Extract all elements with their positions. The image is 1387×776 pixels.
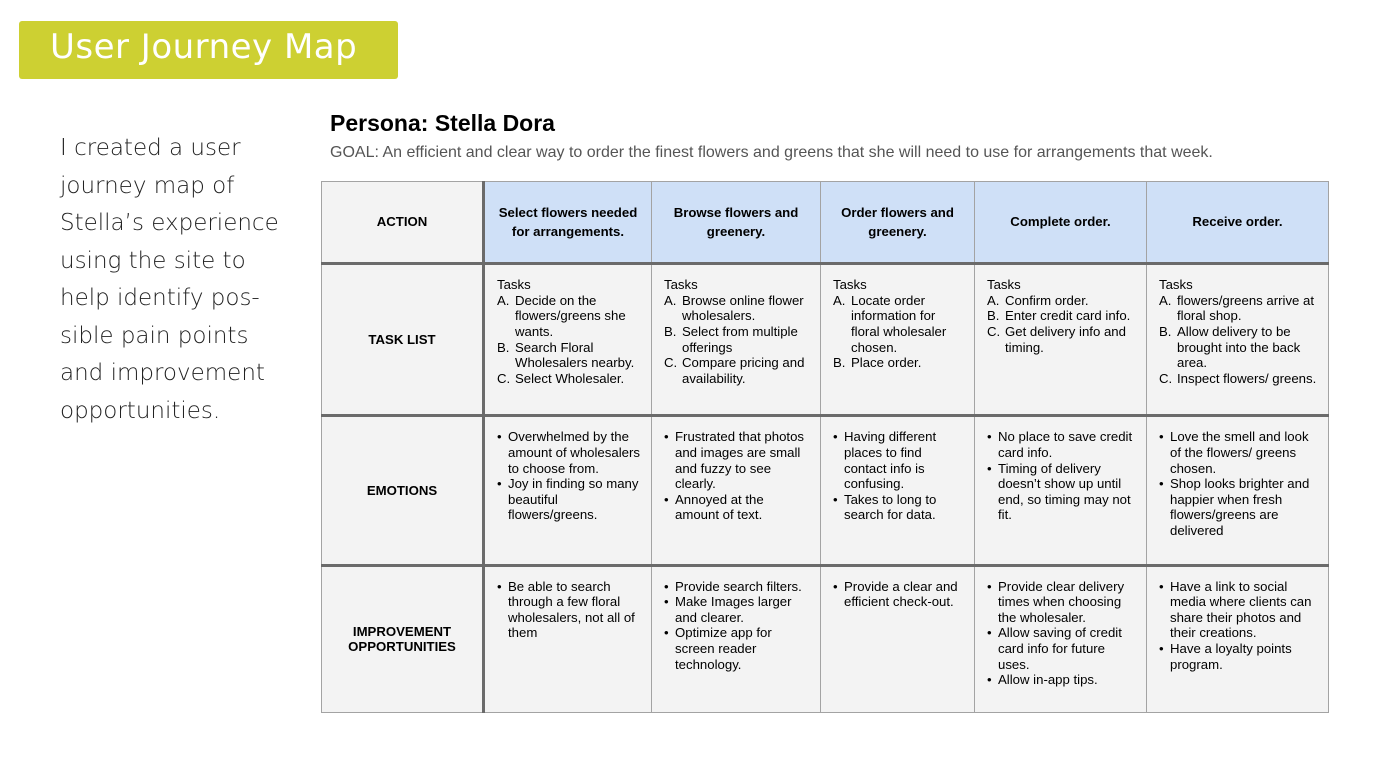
improvement-opportunities-row bbox=[322, 565, 1329, 712]
bullet-list bbox=[833, 579, 964, 610]
emotion-cell-content bbox=[975, 417, 1146, 529]
intro-line: journey map of bbox=[60, 172, 235, 199]
task-item bbox=[664, 324, 810, 355]
intro-line: Stella’s experience bbox=[60, 210, 279, 236]
bullet-item bbox=[497, 429, 641, 476]
task-item-text: Compare pricing and availability. bbox=[682, 355, 805, 386]
bullet-list bbox=[497, 579, 641, 641]
emotion-cell bbox=[652, 416, 821, 565]
column-header-label: Browse flowers and greenery. bbox=[673, 204, 799, 240]
title-banner bbox=[19, 21, 398, 79]
task-heading: Tasks bbox=[664, 277, 698, 293]
bullet-icon: • bbox=[664, 578, 669, 594]
opportunity-cell-content bbox=[1147, 567, 1328, 679]
emotion-cell bbox=[975, 416, 1147, 565]
task-item-text: Allow delivery to be brought into the back area. bbox=[1177, 323, 1301, 371]
bullet-text: Provide a clear and efficient check-out. bbox=[844, 578, 958, 610]
column-header bbox=[652, 182, 821, 264]
task-cell-content bbox=[1147, 265, 1328, 392]
bullet-item bbox=[987, 579, 1136, 626]
task-item-text: Inspect flowers/ greens. bbox=[1177, 370, 1317, 386]
bullet-icon: • bbox=[497, 578, 502, 594]
emotion-cell-content bbox=[821, 417, 974, 529]
bullet-item bbox=[664, 579, 810, 595]
opportunity-cell-content bbox=[821, 567, 974, 616]
task-list bbox=[833, 293, 964, 371]
bullet-list bbox=[1159, 429, 1318, 538]
bullet-item bbox=[833, 429, 964, 491]
emotion-cell bbox=[484, 416, 652, 565]
bullet-item bbox=[833, 492, 964, 523]
persona-title: Persona: Stella Dora bbox=[330, 110, 555, 136]
bullet-icon: • bbox=[664, 625, 669, 641]
bullet-text: Make Images larger and clearer. bbox=[675, 594, 792, 625]
task-cell-content bbox=[652, 265, 820, 392]
bullet-item bbox=[664, 625, 810, 672]
bullet-text: Optimize app for screen reader technology. bbox=[675, 625, 772, 672]
task-item bbox=[497, 293, 641, 340]
task-item-marker: C. bbox=[664, 355, 678, 371]
bullet-list bbox=[497, 429, 641, 523]
task-cell bbox=[821, 264, 975, 416]
task-item-text: Search Floral Wholesalers nearby. bbox=[515, 339, 635, 371]
task-cell bbox=[1147, 264, 1329, 416]
page-title: User Journey Map bbox=[50, 27, 358, 67]
task-item-text: Browse online flower wholesalers. bbox=[682, 292, 804, 324]
bullet-icon: • bbox=[497, 476, 502, 492]
bullet-icon: • bbox=[1159, 476, 1164, 492]
bullet-item bbox=[1159, 429, 1318, 476]
task-item-marker: A. bbox=[497, 292, 510, 308]
task-item bbox=[833, 355, 964, 371]
bullet-icon: • bbox=[987, 429, 992, 445]
task-item-marker: B. bbox=[664, 323, 677, 339]
bullet-item bbox=[664, 594, 810, 625]
task-item-marker: A. bbox=[664, 292, 677, 308]
bullet-text: Overwhelmed by the amount of wholesalers to choose from. bbox=[508, 429, 640, 476]
task-item-text: Get delivery info and timing. bbox=[1005, 323, 1126, 355]
bullet-list bbox=[987, 579, 1136, 688]
header-row bbox=[322, 182, 1329, 264]
task-item-text: Locate order information for floral wholesaler chosen. bbox=[851, 292, 947, 355]
task-item-text: Enter credit card info. bbox=[1005, 308, 1131, 324]
row-label-line: IMPROVEMENT bbox=[352, 623, 452, 639]
task-cell-content bbox=[821, 265, 974, 377]
bullet-icon: • bbox=[497, 429, 502, 445]
emotion-cell-content bbox=[485, 417, 651, 529]
task-item bbox=[987, 308, 1136, 324]
intro-line: using the site to bbox=[60, 247, 246, 274]
task-list-row bbox=[322, 264, 1329, 416]
column-header-label: Select flowers needed for arrangements. bbox=[498, 204, 638, 240]
bullet-icon: • bbox=[664, 491, 669, 507]
row-label-emotions: EMOTIONS bbox=[322, 416, 484, 565]
bullet-text: Have a loyalty points program. bbox=[1170, 641, 1292, 672]
task-item-marker: A. bbox=[1159, 292, 1172, 308]
row-label-action: ACTION bbox=[322, 182, 484, 264]
column-header bbox=[484, 182, 652, 264]
bullet-icon: • bbox=[987, 460, 992, 476]
task-item-text: flowers/greens arrive at floral shop. bbox=[1177, 292, 1315, 324]
opportunity-cell bbox=[821, 565, 975, 712]
opportunity-cell bbox=[484, 565, 652, 712]
column-header-label: Order flowers and greenery. bbox=[841, 204, 954, 240]
bullet-text: Having different places to find contact info is confusing. bbox=[844, 429, 937, 492]
bullet-icon: • bbox=[833, 578, 838, 594]
task-heading: Tasks bbox=[1159, 277, 1193, 293]
bullet-icon: • bbox=[833, 491, 838, 507]
bullet-icon: • bbox=[987, 625, 992, 641]
task-heading: Tasks bbox=[497, 277, 531, 293]
task-cell bbox=[484, 264, 652, 416]
bullet-item bbox=[1159, 476, 1318, 538]
task-item bbox=[497, 371, 641, 387]
task-heading: Tasks bbox=[987, 277, 1021, 293]
task-item bbox=[664, 355, 810, 386]
column-header bbox=[975, 182, 1147, 264]
intro-line: help identify pos- bbox=[60, 285, 260, 311]
bullet-icon: • bbox=[1159, 429, 1164, 445]
row-label-improvement-opportunities bbox=[322, 565, 484, 712]
task-item-marker: A. bbox=[833, 292, 846, 308]
opportunity-cell bbox=[1147, 565, 1329, 712]
task-item-marker: B. bbox=[1159, 323, 1172, 339]
task-cell bbox=[975, 264, 1147, 416]
bullet-text: Timing of delivery doesn’t show up until end, so timing may not fit. bbox=[998, 460, 1131, 523]
bullet-text: Annoyed at the amount of text. bbox=[675, 491, 764, 523]
column-header bbox=[1147, 182, 1329, 264]
task-item-marker: C. bbox=[497, 370, 511, 386]
bullet-icon: • bbox=[664, 594, 669, 610]
task-cell-content bbox=[485, 265, 651, 392]
bullet-text: Frustrated that photos and images are small and fuzzy to see clearly. bbox=[675, 429, 805, 492]
task-item bbox=[833, 293, 964, 355]
bullet-item bbox=[987, 461, 1136, 523]
bullet-text: Allow saving of credit card info for future uses. bbox=[998, 625, 1122, 672]
task-item-marker: C. bbox=[987, 323, 1001, 339]
bullet-text: Provide clear delivery times when choosing the wholesaler. bbox=[998, 578, 1125, 625]
task-item-text: Decide on the flowers/greens she wants. bbox=[515, 292, 626, 339]
bullet-text: Allow in-app tips. bbox=[998, 672, 1098, 688]
emotion-cell bbox=[1147, 416, 1329, 565]
task-cell bbox=[652, 264, 821, 416]
persona-goal: GOAL: An efficient and clear way to order the finest flowers and greens that she will need to use for arrangements that week. bbox=[330, 144, 1213, 161]
intro-line: sible pain points bbox=[60, 322, 249, 349]
bullet-text: Be able to search through a few floral wholesalers, not all of them bbox=[508, 578, 635, 641]
bullet-text: Joy in finding so many beautiful flowers/greens. bbox=[508, 476, 639, 523]
bullet-icon: • bbox=[1159, 641, 1164, 657]
bullet-text: Love the smell and look of the flowers/ greens chosen. bbox=[1170, 429, 1309, 476]
task-list bbox=[987, 293, 1136, 355]
task-item-marker: B. bbox=[833, 355, 846, 371]
bullet-item bbox=[664, 492, 810, 523]
bullet-text: Takes to long to search for data. bbox=[844, 491, 937, 523]
task-item bbox=[1159, 371, 1318, 387]
emotion-cell-content bbox=[1147, 417, 1328, 544]
opportunity-cell-content bbox=[975, 567, 1146, 694]
task-item-marker: A. bbox=[987, 292, 1000, 308]
task-list bbox=[1159, 293, 1318, 387]
bullet-item bbox=[497, 579, 641, 641]
column-header-label: Complete order. bbox=[1010, 214, 1111, 230]
task-list bbox=[497, 293, 641, 387]
intro-paragraph bbox=[60, 130, 290, 430]
task-item bbox=[664, 293, 810, 324]
bullet-item bbox=[987, 429, 1136, 460]
bullet-list bbox=[987, 429, 1136, 523]
emotions-row bbox=[322, 416, 1329, 565]
bullet-icon: • bbox=[1159, 578, 1164, 594]
opportunity-cell bbox=[652, 565, 821, 712]
column-header bbox=[821, 182, 975, 264]
task-item bbox=[987, 293, 1136, 309]
emotion-cell bbox=[821, 416, 975, 565]
intro-line: I created a user bbox=[60, 135, 241, 161]
task-item bbox=[497, 340, 641, 371]
task-item-text: Select from multiple offerings bbox=[682, 323, 798, 355]
bullet-list bbox=[664, 579, 810, 673]
bullet-item bbox=[497, 476, 641, 523]
bullet-icon: • bbox=[987, 578, 992, 594]
task-item-marker: C. bbox=[1159, 370, 1173, 386]
task-cell-content bbox=[975, 265, 1146, 361]
bullet-text: Shop looks brighter and happier when fresh flowers/greens are delivered bbox=[1170, 476, 1310, 538]
task-item-text: Confirm order. bbox=[1005, 292, 1089, 308]
bullet-item bbox=[664, 429, 810, 491]
emotion-cell-content bbox=[652, 417, 820, 529]
bullet-list bbox=[664, 429, 810, 523]
task-item bbox=[1159, 324, 1318, 371]
bullet-text: Have a link to social media where clients can share their photos and their creations. bbox=[1170, 578, 1312, 641]
bullet-icon: • bbox=[987, 672, 992, 688]
opportunity-cell-content bbox=[485, 567, 651, 647]
opportunity-cell-content bbox=[652, 567, 820, 679]
task-item bbox=[1159, 293, 1318, 324]
bullet-list bbox=[1159, 579, 1318, 673]
task-item-text: Place order. bbox=[851, 355, 922, 371]
intro-line: opportunities. bbox=[60, 397, 221, 424]
task-heading: Tasks bbox=[833, 277, 867, 293]
task-item-marker: B. bbox=[497, 339, 510, 355]
task-item-marker: B. bbox=[987, 308, 1000, 324]
bullet-item bbox=[987, 625, 1136, 672]
bullet-icon: • bbox=[833, 429, 838, 445]
bullet-item bbox=[833, 579, 964, 610]
bullet-text: No place to save credit card info. bbox=[998, 429, 1133, 461]
bullet-item bbox=[1159, 641, 1318, 672]
intro-line: and improvement bbox=[60, 360, 265, 386]
journey-map-table bbox=[321, 181, 1329, 713]
bullet-text: Provide search filters. bbox=[675, 578, 802, 594]
opportunity-cell bbox=[975, 565, 1147, 712]
bullet-list bbox=[833, 429, 964, 523]
column-header-label: Receive order. bbox=[1192, 214, 1283, 230]
task-list bbox=[664, 293, 810, 387]
row-label-task-list: TASK LIST bbox=[322, 264, 484, 416]
row-label-line: OPPORTUNITIES bbox=[348, 639, 456, 655]
task-item bbox=[987, 324, 1136, 355]
bullet-item bbox=[1159, 579, 1318, 641]
bullet-item bbox=[987, 672, 1136, 688]
bullet-icon: • bbox=[664, 429, 669, 445]
task-item-text: Select Wholesaler. bbox=[515, 370, 625, 386]
